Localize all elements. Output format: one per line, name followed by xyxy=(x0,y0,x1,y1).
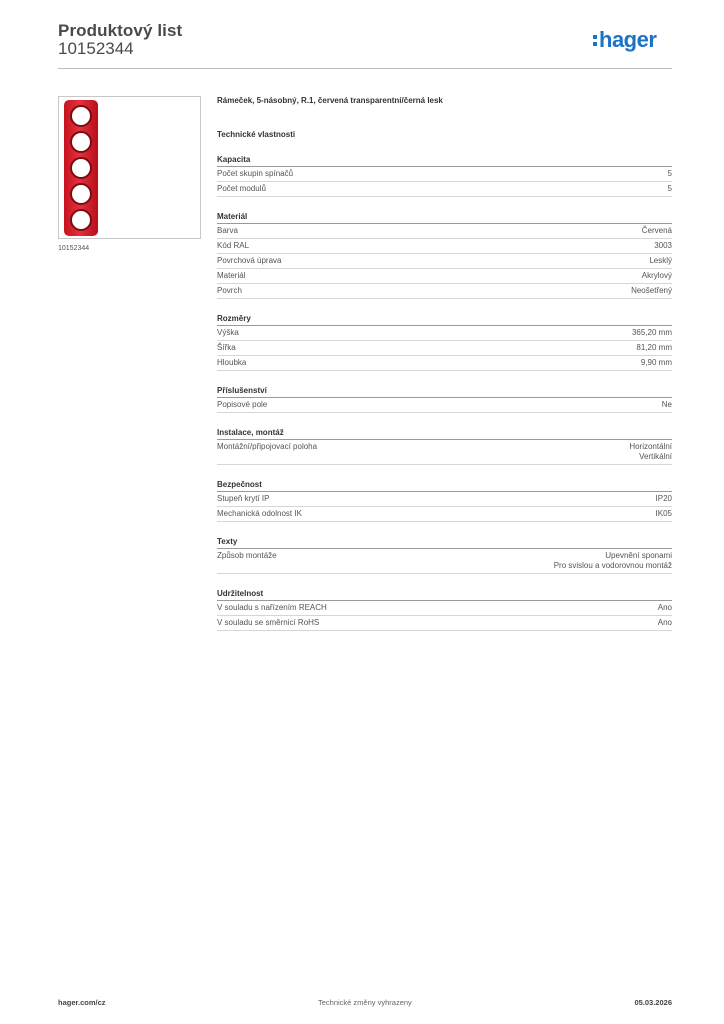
spec-row xyxy=(217,398,672,413)
spec-row xyxy=(217,224,672,239)
spec-row xyxy=(217,616,672,631)
section-title: Rozměry xyxy=(217,314,672,326)
spec-value xyxy=(662,400,672,410)
spec-value xyxy=(658,618,672,628)
spec-row xyxy=(217,356,672,371)
spec-value xyxy=(649,256,672,266)
spec-value-line: Horizontální xyxy=(629,442,672,451)
spec-value-line: Ano xyxy=(657,603,672,612)
spec-section xyxy=(217,212,672,299)
spec-value-line: Akrylový xyxy=(641,271,672,280)
spec-section xyxy=(217,386,672,413)
spec-value-line: 81,20 mm xyxy=(636,343,672,352)
spec-row xyxy=(217,269,672,284)
section-title: Příslušenství xyxy=(217,386,672,398)
spec-value xyxy=(629,442,672,462)
spec-value-line: Ne xyxy=(661,400,672,409)
spec-section xyxy=(217,155,672,197)
spec-section xyxy=(217,480,672,522)
frame-opening xyxy=(70,209,92,231)
spec-value xyxy=(642,226,672,236)
spec-value-line: Neošetřený xyxy=(631,286,672,295)
image-caption: 10152344 xyxy=(58,245,90,252)
section-title: Kapacita xyxy=(217,155,672,167)
frame-opening xyxy=(70,183,92,205)
spec-label: Barva xyxy=(217,226,238,235)
spec-label: Počet skupin spínačů xyxy=(217,169,294,178)
spec-label: Montážní/připojovací poloha xyxy=(217,442,318,451)
spec-value-line: 3003 xyxy=(654,241,672,250)
spec-label: Výška xyxy=(217,328,239,337)
spec-value-line: Červená xyxy=(641,226,672,235)
spec-label: Stupeň krytí IP xyxy=(217,494,270,503)
spec-label: V souladu s nařízením REACH xyxy=(217,603,327,612)
spec-value xyxy=(554,551,672,571)
spec-value xyxy=(636,343,672,353)
spec-row xyxy=(217,239,672,254)
footer-website: hager.com/cz xyxy=(58,998,106,1007)
spec-label: V souladu se směrnicí RoHS xyxy=(217,618,320,627)
spec-value-line: 5 xyxy=(667,169,672,178)
spec-label: Kód RAL xyxy=(217,241,250,250)
section-title: Bezpečnost xyxy=(217,480,672,492)
spec-value xyxy=(668,169,672,179)
spec-value-line: IK05 xyxy=(655,509,672,518)
spec-value xyxy=(654,241,672,251)
spec-row xyxy=(217,341,672,356)
spec-value xyxy=(656,494,672,504)
spec-row xyxy=(217,167,672,182)
spec-value-line: Upevnění sponami xyxy=(605,551,672,560)
tech-heading: Technické vlastnosti xyxy=(217,130,296,139)
section-title: Instalace, montáž xyxy=(217,428,672,440)
spec-row xyxy=(217,492,672,507)
spec-value-line: Vertikální xyxy=(639,452,672,461)
spec-section xyxy=(217,428,672,465)
spec-row xyxy=(217,254,672,269)
spec-row xyxy=(217,326,672,341)
spec-label: Počet modulů xyxy=(217,184,266,193)
spec-value xyxy=(656,509,672,519)
spec-row xyxy=(217,182,672,197)
footer-date: 05.03.2026 xyxy=(634,998,672,1007)
spec-label: Povrchová úprava xyxy=(217,256,282,265)
spec-value xyxy=(668,184,672,194)
page-title: Produktový list xyxy=(58,21,183,40)
section-title: Materiál xyxy=(217,212,672,224)
product-title: Rámeček, 5-násobný, R.1, červená transparentní/černá lesk xyxy=(217,96,443,105)
section-title: Udržitelnost xyxy=(217,589,672,601)
spec-value-line: Lesklý xyxy=(649,256,672,265)
hager-logo xyxy=(593,29,656,51)
spec-value xyxy=(642,271,672,281)
spec-value xyxy=(632,328,672,338)
spec-section xyxy=(217,537,672,574)
spec-value xyxy=(658,603,672,613)
spec-row xyxy=(217,601,672,616)
spec-section xyxy=(217,314,672,371)
spec-value-line: 5 xyxy=(667,184,672,193)
product-image xyxy=(58,96,201,239)
spec-label: Mechanická odolnost IK xyxy=(217,509,302,518)
spec-value-line: Ano xyxy=(657,618,672,627)
spec-label: Šířka xyxy=(217,343,236,352)
product-details xyxy=(217,96,672,631)
spec-section xyxy=(217,589,672,631)
spec-value-line: 365,20 mm xyxy=(631,328,672,337)
spec-label: Povrch xyxy=(217,286,242,295)
spec-row xyxy=(217,284,672,299)
spec-sections xyxy=(217,155,672,631)
product-number: 10152344 xyxy=(58,39,134,58)
five-gang-frame-icon xyxy=(64,100,98,236)
spec-label: Materiál xyxy=(217,271,246,280)
logo-text: hager xyxy=(599,27,657,52)
frame-opening xyxy=(70,157,92,179)
footer-disclaimer: Technické změny vyhrazeny xyxy=(318,998,412,1007)
frame-opening xyxy=(70,105,92,127)
spec-row xyxy=(217,507,672,522)
header-divider xyxy=(58,68,672,69)
section-title: Texty xyxy=(217,537,672,549)
spec-value xyxy=(641,358,672,368)
spec-value-line: 9,90 mm xyxy=(640,358,672,367)
spec-value-line: Pro svislou a vodorovnou montáž xyxy=(553,561,672,570)
spec-row xyxy=(217,549,672,574)
spec-value-line: IP20 xyxy=(655,494,672,503)
frame-opening xyxy=(70,131,92,153)
spec-value xyxy=(631,286,672,296)
spec-label: Hloubka xyxy=(217,358,247,367)
spec-row xyxy=(217,440,672,465)
spec-label: Popisové pole xyxy=(217,400,268,409)
spec-label: Způsob montáže xyxy=(217,551,277,560)
logo-dots-icon xyxy=(593,31,597,47)
